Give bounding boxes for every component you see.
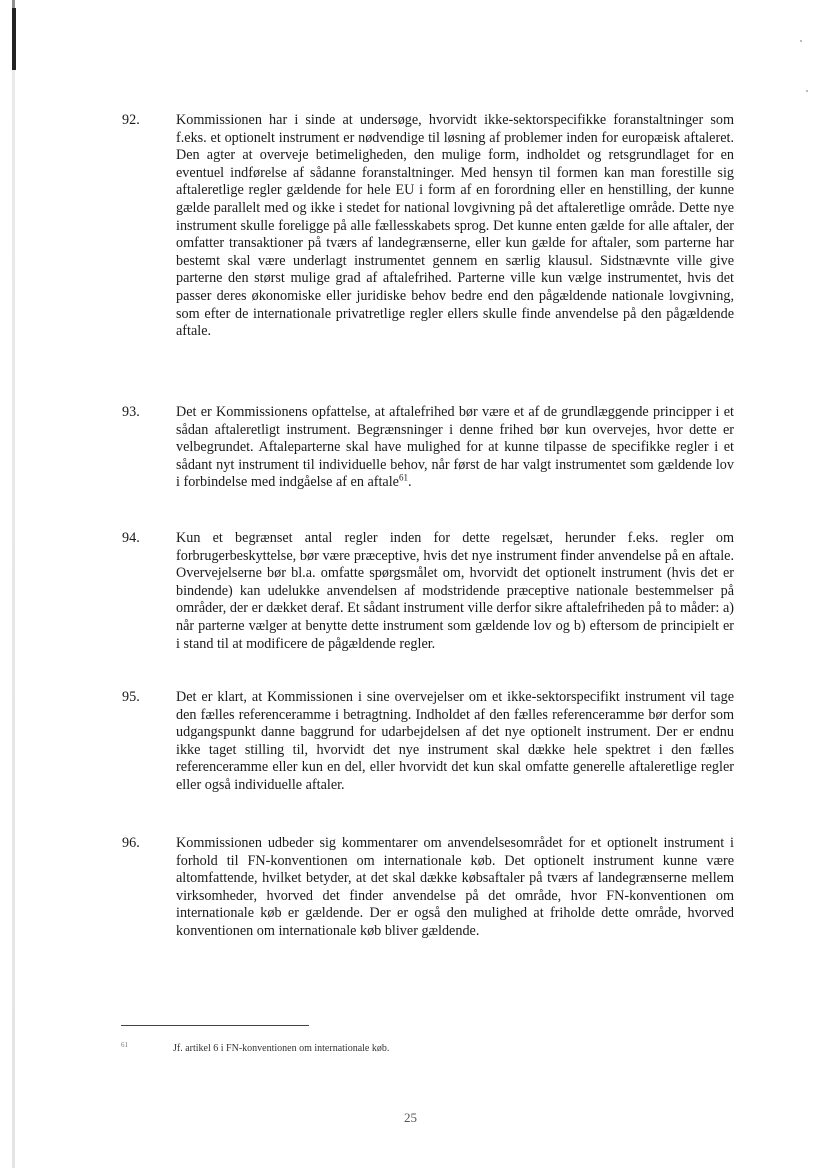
footnote-separator <box>121 1025 309 1026</box>
paragraph-93 <box>122 404 734 492</box>
paragraph-text: Kommissionen udbeder sig kommentarer om anvendelsesområdet for et optionelt instrument i forhold til FN-konventionen om internationale køb. Det optionelt instrument kunne være altomfattende, hvilket betyder, at det skal dække købsaftaler på tværs af landegrænserne mellem virksomheder, hvorved det finder anvendelse på det område, hvor FN-konventionen om internationale køb er gældende. Der er også den mulighed at friholde dette område, hvorved konventionen om internationale køb bliver gældende. <box>176 835 734 939</box>
footnote-number: 61 <box>121 1041 128 1049</box>
paragraph-text: Det er klart, at Kommissionen i sine overvejelser om et ikke-sektorspecifikt instrument vil tage den fælles referenceramme i betragtning. Indholdet af den fælles referenceramme bør derfor som udgangspunkt danne baggrund for udarbejdelsen af det nye optionelt instrument. Der er endnu ikke taget stilling til, hvorvidt det nye instrument skal dække hele spektret i den fælles referenceramme eller kun en del, eller hvorvidt det kun skal omfatte generelle aftaleretlige regler eller også individuelle aftaler. <box>176 689 734 793</box>
paragraph-number: 96. <box>122 835 140 851</box>
paragraph-number: 92. <box>122 112 140 128</box>
paragraph-94 <box>122 530 734 653</box>
paragraph-text: Det er Kommissionens opfattelse, at aftalefrihed bør være et af de grundlæggende principper i et sådan aftaleretligt instrument. Begrænsninger i denne frihed bør kun overvejes, hvor dette er velbegrundet. Aftaleparterne skal have mulighed for at kunne tilpasse de specifikke regler i et sådant nyt instrument til individuelle behov, når først de har valgt instrumentet som gældende lov i forbindelse med indgåelse af en aftale <box>176 404 734 491</box>
paragraph-text: Kun et begrænset antal regler inden for dette regelsæt, herunder f.eks. regler om forbrugerbeskyttelse, bør være præceptive, hvis det nye instrument finder anvendelse på en aftale. Overvejelserne bør bl.a. omfatte spørgsmålet om, hvorvidt det optionelt instrument (hvis det er bindende) kan udelukke anvendelsen af modstridende præceptive nationale bestemmelser på områder, der er dækket deraf. Et sådant instrument ville derfor sikre aftalefriheden på to måder: a) når parterne vælger at benytte dette instrument som gældende lov og b) eftersom de principielt er i stand til at modificere de pågældende regler. <box>176 530 734 652</box>
paragraph-96 <box>122 835 734 941</box>
paragraph-body <box>176 404 734 492</box>
footnote <box>121 1043 681 1054</box>
scan-edge-mark <box>12 8 16 70</box>
paragraph-number: 95. <box>122 689 140 705</box>
paragraph-tail: . <box>407 474 412 491</box>
paragraph-number: 93. <box>122 404 140 420</box>
paragraph-92 <box>122 112 734 341</box>
paragraph-text: Kommissionen har i sinde at undersøge, hvorvidt ikke-sektorspecifikke foranstaltninger som f.eks. et optionelt instrument er nødvendige til løsning af problemer inden for europæisk aftaleret. Den agter at overveje betimeligheden, den mulige form, indholdet og retsgrundlaget for en eventuel indførelse af sådanne foranstaltninger. Med hensyn til formen kan man forestille sig aftaleretlige regler gældende for hele EU i form af en forordning eller en henstilling, der kunne gælde parallelt med og ikke i stedet for national lovgivning på det aftaleretlige område. Dette nye instrument skulle foreligge på alle fællesskabets sprog. Det kunne enten gælde for alle aftaler, der omfatter transaktioner på tværs af landegrænserne, eller kun gælde for aftaler, som parterne har bestemt skal være underlagt instrumentet gennem en særlig klausul. Sidstnævnte ville give parterne den størst mulige grad af aftalefrihed. Parterne ville kun vælge instrumentet, hvis det passer deres økonomiske eller juridiske behov bedre end den pågældende nationale lovgivning, som efter de internationale privatretlige regler ellers skulle finde anvendelse på den pågældende aftale. <box>176 112 734 340</box>
scan-edge-shadow <box>12 0 15 1168</box>
scan-speck <box>800 40 802 42</box>
paragraph-number: 94. <box>122 530 140 546</box>
footnote-text: Jf. artikel 6 i FN-konventionen om internationale køb. <box>173 1043 390 1054</box>
page-number: 25 <box>404 1110 417 1125</box>
footnote-reference[interactable]: 61 <box>398 472 408 483</box>
scan-speck <box>806 90 808 92</box>
paragraph-95 <box>122 689 734 795</box>
